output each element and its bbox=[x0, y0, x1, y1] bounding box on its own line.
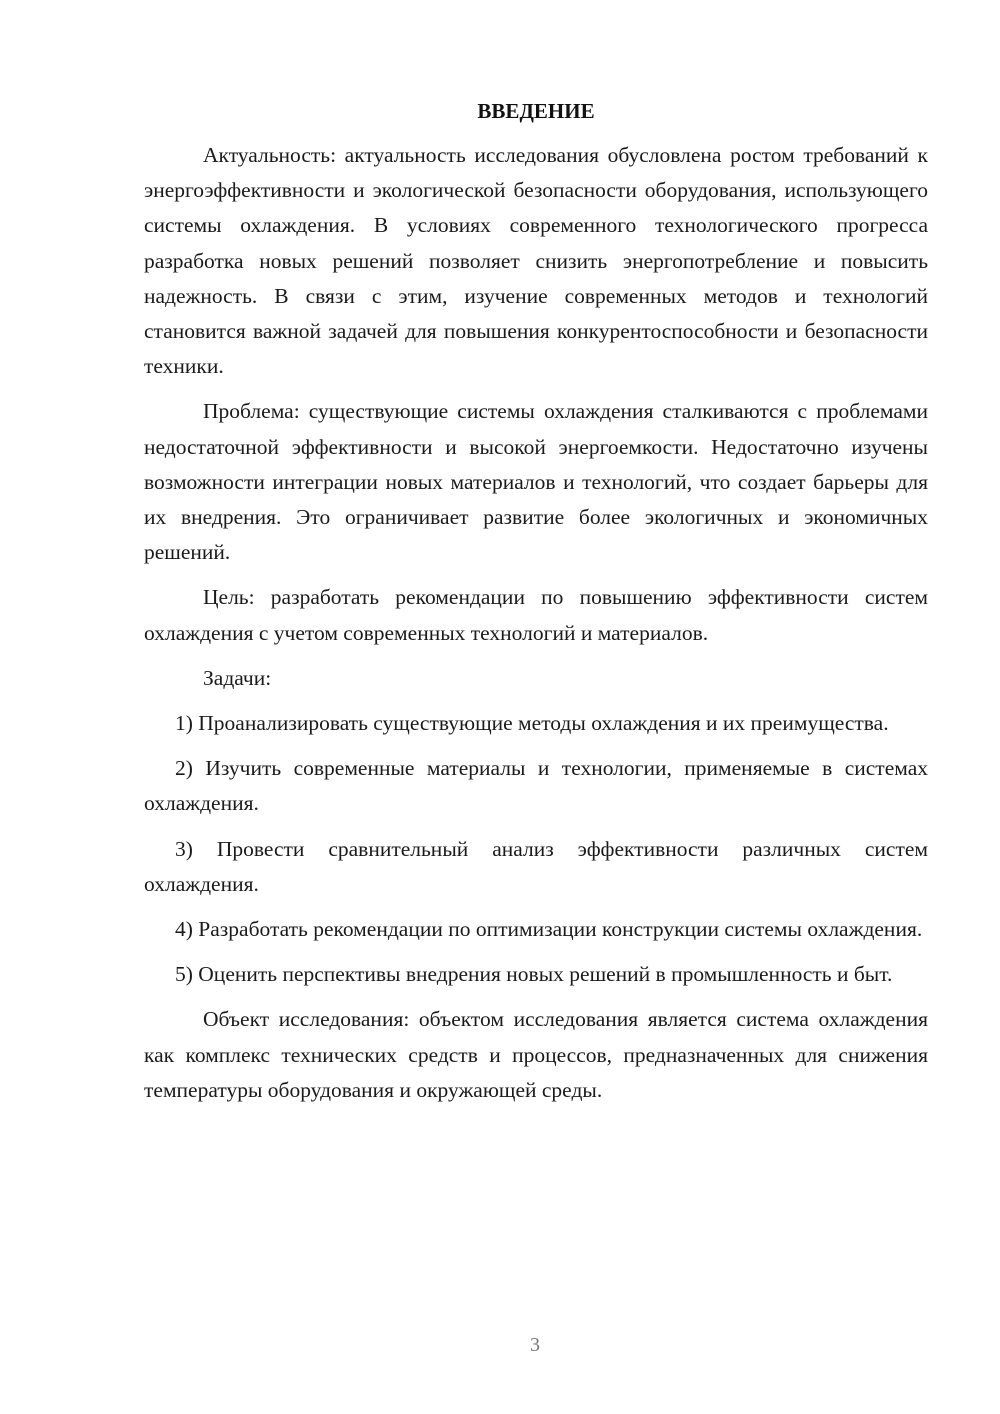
task-item-3: 3) Провести сравнительный анализ эффективности различных систем охлаждения. bbox=[144, 836, 928, 896]
tasks-label: Задачи: bbox=[203, 665, 272, 690]
problem-paragraph: Проблема: существующие системы охлаждения сталкиваются с проблемами недостаточной эффективности и высокой энергоемкости. Недостаточно изучены возможности интеграции новых материалов и технологий, что создает барьеры для их внедрения. Это ограничивает развитие более экологичных и экономичных решений. bbox=[144, 399, 928, 565]
goal-paragraph: Цель: разработать рекомендации по повышению эффективности систем охлаждения с учетом современных технологий и материалов. bbox=[144, 585, 928, 645]
task-item-2: 2) Изучить современные материалы и технологии, применяемые в системах охлаждения. bbox=[144, 756, 928, 816]
task-item-4: 4) Разработать рекомендации по оптимизации конструкции системы охлаждения. bbox=[175, 917, 923, 942]
task-item-1: 1) Проанализировать существующие методы охлаждения и их преимущества. bbox=[175, 711, 889, 736]
object-paragraph: Объект исследования: объектом исследования является система охлаждения как комплекс технических средств и процессов, предназначенных для снижения температуры оборудования и окружающей среды. bbox=[144, 1007, 928, 1102]
page-number: 3 bbox=[530, 1334, 540, 1356]
task-item-5: 5) Оценить перспективы внедрения новых решений в промышленность и быт. bbox=[175, 962, 893, 987]
document-page bbox=[144, 96, 928, 1108]
section-heading: ВВЕДЕНИЕ bbox=[477, 99, 595, 123]
relevance-paragraph: Актуальность: актуальность исследования обусловлена ростом требований к энергоэффективности и экологической безопасности оборудования, использующего системы охлаждения. В условиях современного технологического прогресса разработка новых решений позволяет снизить энергопотребление и повысить надежность. В связи с этим, изучение современных методов и технологий становится важной задачей для повышения конкурентоспособности и безопасности техники. bbox=[144, 143, 928, 379]
